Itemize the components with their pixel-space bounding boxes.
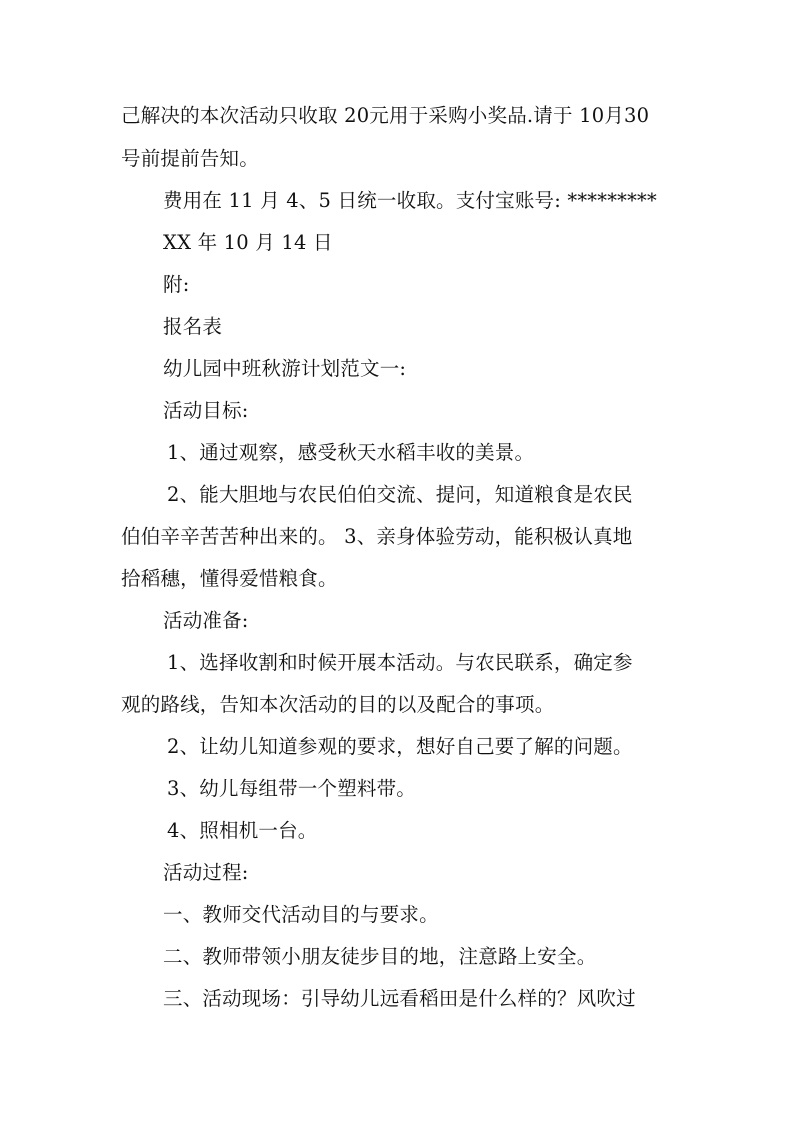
- goal-2: 2、能大胆地与农民伯伯交流、提问，知道粮食是农民: [167, 483, 633, 506]
- prep-2: 2、让幼儿知道参观的要求，想好自己要了解的问题。: [167, 735, 633, 758]
- date-line: XX 年 10 月 14 日: [163, 231, 333, 254]
- prep-1: 1、选择收割和时候开展本活动。与农民联系，确定参: [167, 651, 633, 674]
- heading-preparation: 活动准备:: [163, 609, 249, 632]
- goal-3-cont: 拾稻穗，懂得爱惜粮食。: [121, 567, 338, 590]
- heading-goals: 活动目标:: [163, 399, 249, 422]
- prep-4: 4、照相机一台。: [167, 819, 318, 842]
- section-title: 幼儿园中班秋游计划范文一:: [163, 357, 407, 380]
- attachment-label: 附:: [163, 273, 190, 296]
- process-1: 一、教师交代活动目的与要求。: [163, 903, 439, 926]
- process-3: 三、活动现场：引导幼儿远看稻田是什么样的？风吹过: [163, 987, 636, 1010]
- text-line-2: 号前提前告知。: [121, 147, 259, 170]
- text-line-3: 费用在 11 月 4、5 日统一收取。支付宝账号: *********: [163, 189, 657, 212]
- prep-1-cont: 观的路线，告知本次活动的目的以及配合的事项。: [121, 693, 555, 716]
- goal-2-cont: 伯伯辛辛苦苦种出来的。 3、亲身体验劳动，能积极认真地: [121, 525, 633, 548]
- registration-form-label: 报名表: [163, 315, 223, 338]
- prep-3: 3、幼儿每组带一个塑料带。: [167, 777, 417, 800]
- process-2: 二、教师带领小朋友徒步目的地，注意路上安全。: [163, 945, 597, 968]
- heading-process: 活动过程:: [163, 861, 249, 884]
- text-line-1: 己解决的本次活动只收取 20元用于采购小奖品.请于 10月30: [121, 104, 650, 127]
- goal-1: 1、通过观察，感受秋天水稻丰收的美景。: [167, 441, 535, 464]
